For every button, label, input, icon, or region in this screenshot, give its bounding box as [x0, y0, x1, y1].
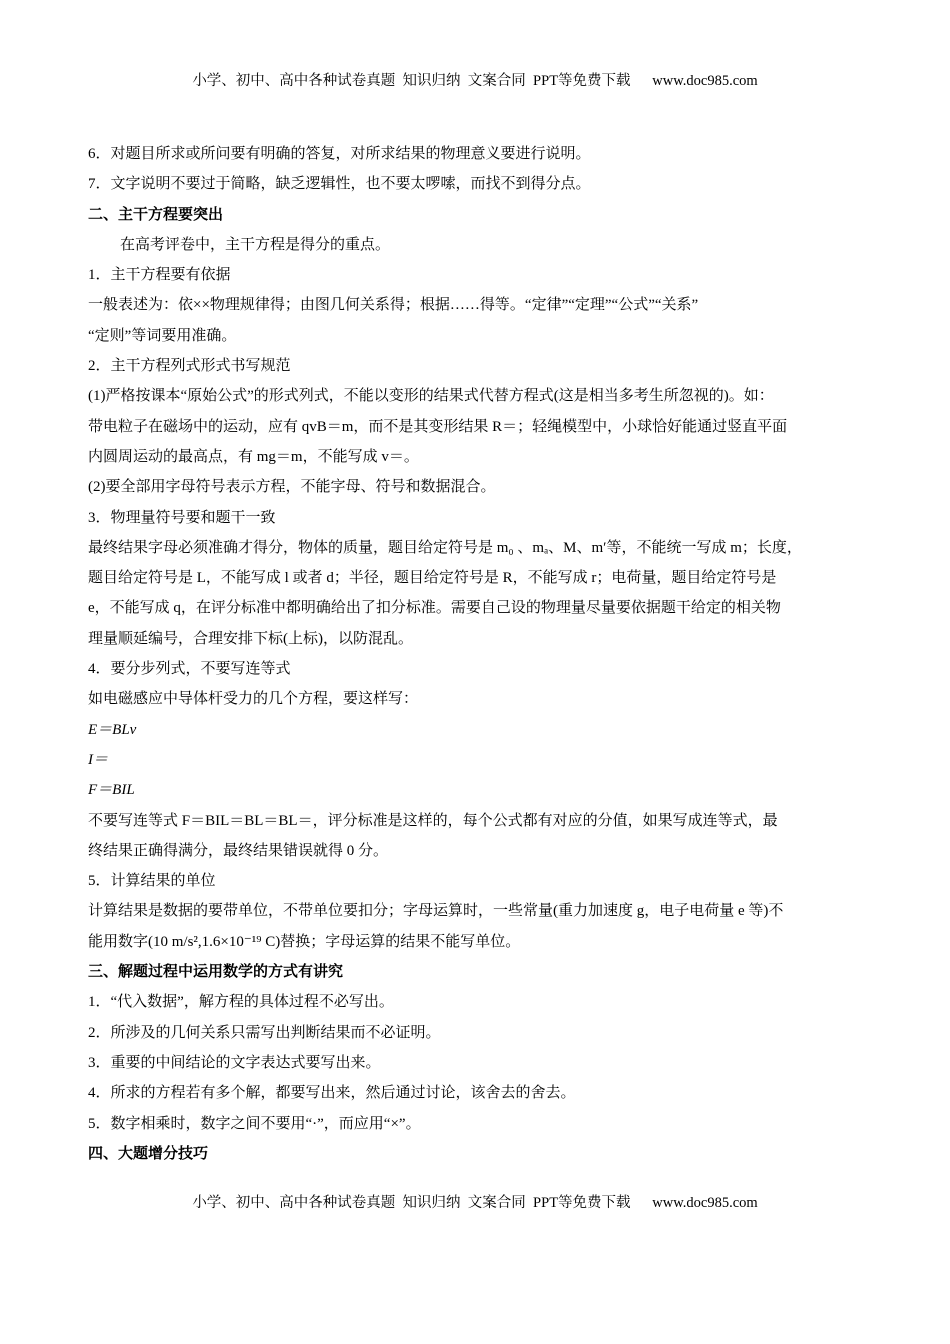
section-heading: 二、主干方程要突出	[88, 206, 224, 223]
text-line: 最终结果字母必须准确才得分，物体的质量，题目给定符号是 m₀ 、mₐ、M、m′等，不能统一写成 m；长度，	[88, 539, 802, 556]
text-line: “定则”等词要用准确。	[88, 327, 237, 344]
text-line: 4．所求的方程若有多个解，都要写出来，然后通过讨论，该舍去的舍去。	[88, 1085, 576, 1102]
page-header: 小学、初中、高中各种试卷真题 知识归纳 文案合同 PPT等免费下载 www.doc985.com	[192, 73, 758, 89]
text-line: 内圆周运动的最高点，有 mg＝m，不能写成 v＝。	[88, 448, 419, 465]
section-heading: 三、解题过程中运用数学的方式有讲究	[88, 964, 344, 981]
text-line: 3．物理量符号要和题干一致	[88, 509, 276, 526]
text-line: 6．对题目所求或所问要有明确的答复，对所求结果的物理意义要进行说明。	[88, 146, 591, 162]
text-line: 7．文字说明不要过于简略，缺乏逻辑性，也不要太啰嗦，而找不到得分点。	[88, 176, 591, 193]
document-body	[88, 139, 868, 1169]
text-line: 终结果正确得满分，最终结果错误就得 0 分。	[88, 842, 389, 859]
text-line: 2．所涉及的几何关系只需写出判断结果而不必证明。	[88, 1024, 441, 1041]
page-footer: 小学、初中、高中各种试卷真题 知识归纳 文案合同 PPT等免费下载 www.doc985.com	[192, 1195, 758, 1211]
text-line: 题目给定符号是 L，不能写成 l 或者 d；半径，题目给定符号是 R，不能写成 r；电荷量，题目给定符号是	[88, 570, 777, 587]
text-line: E＝BLv	[88, 721, 137, 738]
text-line: 能用数字(10 m/s²,1.6×10⁻¹⁹ C)替换；字母运算的结果不能写单位。	[88, 933, 521, 950]
text-line: 1．“代入数据”，解方程的具体过程不必写出。	[88, 994, 394, 1011]
text-line: 5．计算结果的单位	[88, 873, 216, 890]
text-line: 3．重要的中间结论的文字表达式要写出来。	[88, 1054, 381, 1071]
text-line: (2)要全部用字母符号表示方程，不能字母、符号和数据混合。	[88, 479, 496, 496]
text-line: (1)严格按课本“原始公式”的形式列式，不能以变形的结果式代替方程式(这是相当多考生所忽视的)。如：	[88, 388, 774, 405]
text-line: 计算结果是数据的要带单位，不带单位要扣分；字母运算时，一些常量(重力加速度 g，电子电荷量 e 等)不	[88, 903, 784, 920]
text-line: 不要写连等式 F＝BIL＝BL＝BL＝，评分标准是这样的，每个公式都有对应的分值，如果写成连等式，最	[88, 812, 778, 829]
text-line: 1．主干方程要有依据	[88, 267, 231, 284]
text-line: I＝	[88, 751, 108, 768]
section-heading: 四、大题增分技巧	[88, 1145, 209, 1162]
text-line: 如电磁感应中导体杆受力的几个方程，要这样写：	[88, 691, 419, 708]
text-line: 在高考评卷中，主干方程是得分的重点。	[120, 236, 391, 253]
text-line: F＝BIL	[88, 782, 135, 799]
text-line: e，不能写成 q，在评分标准中都明确给出了扣分标准。需要自己设的物理量尽量要依据题干给定的相关物	[88, 600, 781, 617]
text-line: 理量顺延编号，合理安排下标(上标)，以防混乱。	[88, 630, 413, 647]
text-line: 5．数字相乘时，数字之间不要用“·”，而应用“×”。	[88, 1115, 421, 1132]
text-line: 2．主干方程列式形式书写规范	[88, 358, 291, 375]
text-line: 4．要分步列式，不要写连等式	[88, 661, 291, 678]
text-line: 一般表述为：依××物理规律得；由图几何关系得；根据……得等。“定律”“定理”“公式”“关系”	[88, 297, 699, 314]
text-line: 带电粒子在磁场中的运动，应有 qvB＝m，而不是其变形结果 R＝；轻绳模型中，小球恰好能通过竖直平面	[88, 418, 788, 435]
